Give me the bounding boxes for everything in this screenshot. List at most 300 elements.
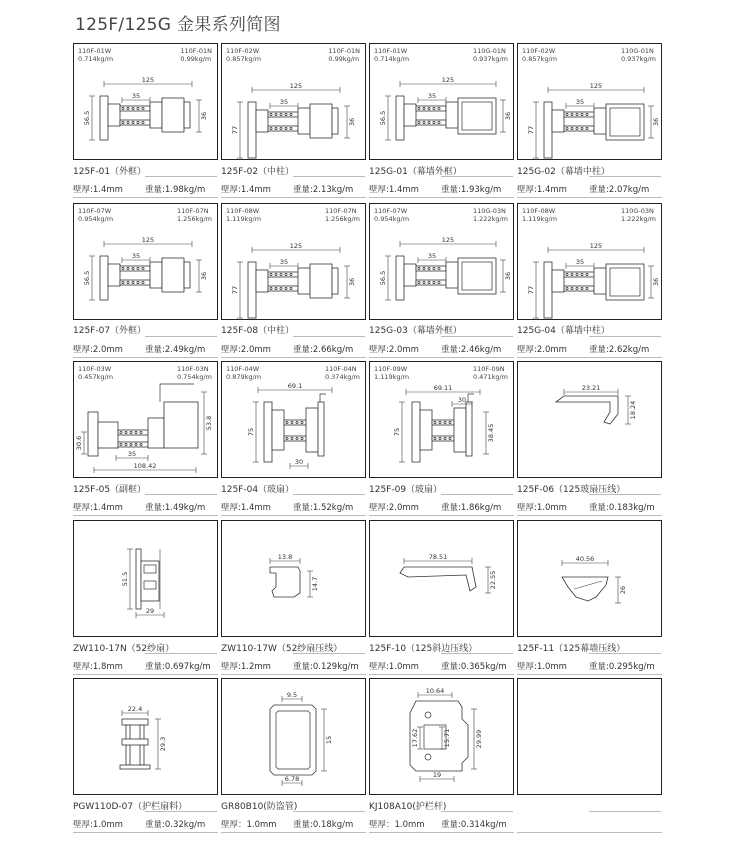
profile-unit-weight: 0.857kg/m — [522, 55, 558, 63]
profile-section — [268, 112, 298, 117]
drawing-frame — [369, 678, 514, 795]
profile-caption: 125F-04（玻扇） — [221, 485, 295, 495]
profile-unit-weight: 0.457kg/m — [78, 373, 114, 381]
profile-section — [564, 126, 594, 131]
profile-caption: 125G-03（幕墙外框） — [369, 326, 462, 336]
profile-section — [454, 408, 466, 452]
profile-code: 110F-03N — [176, 365, 209, 373]
profile-section — [88, 412, 98, 456]
weight-per-meter: 重量:0.18kg/m — [293, 820, 354, 830]
profile-code: 110F-03W — [78, 365, 112, 373]
weight-per-meter: 重量:1.86kg/m — [441, 503, 502, 513]
row-divider — [221, 357, 366, 358]
section-drawing — [518, 521, 661, 636]
profile-caption: 125F-02（中柱） — [221, 167, 295, 177]
profile-caption: 125G-02（幕墙中柱） — [517, 167, 610, 177]
row-divider — [369, 197, 514, 198]
profile-section — [606, 264, 644, 300]
section-drawing — [518, 362, 661, 477]
profile-section — [310, 264, 332, 298]
profile-section — [416, 106, 446, 111]
caption-divider — [145, 494, 217, 495]
dimension-label: 40.56 — [575, 555, 595, 563]
profile-cell — [369, 520, 514, 670]
profile-section — [420, 410, 432, 450]
dimension-label: 36 — [652, 117, 660, 127]
profile-section — [118, 430, 148, 435]
dimension-label: 30 — [294, 458, 304, 466]
wall-thickness: 壁厚:1.4mm — [517, 185, 567, 195]
row-divider — [73, 515, 218, 516]
wall-thickness: 壁厚:2.0mm — [221, 345, 271, 355]
caption-divider — [441, 494, 513, 495]
profile-unit-weight: 0.754kg/m — [176, 373, 212, 381]
dimension-label: 56.5 — [379, 110, 387, 126]
weight-per-meter: 重量:2.07kg/m — [589, 185, 650, 195]
profile-code: 110F-07N — [324, 207, 357, 215]
wall-thickness: 壁厚:1.4mm — [221, 185, 271, 195]
profile-cell — [221, 203, 366, 353]
dimension-label: 51.5 — [121, 571, 129, 587]
wall-thickness: 壁厚:1.4mm — [73, 185, 123, 195]
dimension-label: 125 — [589, 242, 603, 250]
profile-unit-weight: 0.714kg/m — [374, 55, 410, 63]
section-drawing — [222, 362, 365, 477]
drawing-frame — [369, 520, 514, 637]
weight-per-meter: 重量:1.49kg/m — [145, 503, 206, 513]
profile-section — [298, 108, 310, 134]
drawing-frame — [221, 43, 366, 160]
profile-caption: ZW110-17N（52纱扇） — [73, 644, 175, 654]
dimension-label: 29.99 — [475, 729, 483, 749]
caption-divider — [145, 653, 217, 654]
profile-section — [564, 272, 594, 277]
wall-thickness: 壁厚:1.2mm — [221, 662, 271, 672]
section-drawing — [222, 204, 365, 319]
drawing-frame — [517, 361, 662, 478]
wall-thickness: 壁厚:1.0mm — [73, 820, 123, 830]
section-drawing — [74, 521, 217, 636]
profile-code: 110F-09N — [472, 365, 505, 373]
dimension-label: 125 — [441, 236, 455, 244]
profile-section — [268, 286, 298, 291]
profile-cell — [73, 203, 218, 353]
profile-section — [120, 120, 150, 125]
profile-section — [248, 262, 256, 318]
page-title: 125F/125G 金果系列简图 — [75, 15, 281, 35]
profile-code: 110F-08W — [522, 207, 556, 215]
profile-caption: 125F-08（中柱） — [221, 326, 295, 336]
section-drawing — [74, 44, 217, 159]
dimension-label: 75 — [247, 427, 255, 437]
profile-section — [268, 126, 298, 131]
row-divider — [221, 832, 366, 833]
profile-section — [404, 264, 416, 286]
dimension-label: 35 — [127, 450, 137, 458]
dimension-label: 30.6 — [75, 435, 83, 451]
weight-per-meter: 重量:0.365kg/m — [441, 662, 507, 672]
dimension-label: 125 — [141, 76, 155, 84]
profile-code: 110F-01W — [374, 47, 408, 55]
profile-section — [150, 262, 162, 288]
dimension-label: 35 — [131, 92, 141, 100]
profile-section — [396, 96, 404, 140]
drawing-frame — [221, 678, 366, 795]
caption-divider — [589, 494, 661, 495]
dimension-label: 23.21 — [581, 384, 601, 392]
dimension-label: 125 — [289, 242, 303, 250]
profile-code: 110F-09W — [374, 365, 408, 373]
dimension-label: 22.4 — [127, 705, 143, 713]
profile-section — [606, 104, 644, 140]
row-divider — [517, 832, 662, 833]
profile-caption: GR80B10(防盗管) — [221, 802, 298, 812]
profile-section — [284, 420, 306, 425]
profile-unit-weight: 0.954kg/m — [78, 215, 114, 223]
drawing-frame — [369, 203, 514, 320]
profile-section — [100, 96, 108, 140]
dimension-label: 17.62 — [411, 728, 419, 748]
dimension-label: 56.5 — [83, 110, 91, 126]
profile-code: 110F-01W — [78, 47, 112, 55]
profile-cell — [221, 361, 366, 511]
dimension-label: 69.11 — [433, 384, 453, 392]
profile-section — [150, 102, 162, 128]
profile-code: 110F-01N — [180, 47, 212, 55]
section-drawing — [74, 204, 217, 319]
wall-thickness: 壁厚：1.0mm — [221, 820, 277, 830]
profile-section — [122, 719, 148, 725]
section-drawing — [370, 521, 513, 636]
weight-per-meter: 重量:0.129kg/m — [293, 662, 359, 672]
profile-section — [256, 110, 268, 132]
dimension-label: 56.5 — [83, 270, 91, 286]
profile-section — [594, 268, 606, 294]
profile-section — [148, 418, 164, 448]
profile-section — [332, 108, 338, 134]
profile-section — [120, 106, 150, 111]
profile-section — [248, 102, 256, 158]
wall-thickness: 壁厚:2.0mm — [73, 345, 123, 355]
profile-section — [446, 262, 458, 288]
caption-divider — [293, 811, 365, 812]
profile-section — [332, 268, 338, 294]
drawing-frame — [517, 678, 662, 795]
caption-divider — [145, 811, 217, 812]
weight-per-meter: 重量:1.52kg/m — [293, 503, 354, 513]
profile-section — [562, 577, 608, 601]
profile-section — [136, 549, 141, 609]
caption-divider — [145, 336, 217, 337]
dimension-label: 13.8 — [277, 553, 293, 561]
dimension-label: 15 — [325, 735, 333, 745]
dimension-label: 35 — [279, 98, 289, 106]
profile-section — [458, 98, 496, 134]
dimension-label: 35 — [575, 98, 585, 106]
weight-per-meter: 重量:1.98kg/m — [145, 185, 206, 195]
row-divider — [73, 674, 218, 675]
profile-cell — [73, 43, 218, 193]
row-divider — [369, 357, 514, 358]
weight-per-meter: 重量:0.183kg/m — [589, 503, 655, 513]
profile-section — [416, 280, 446, 285]
caption-divider — [441, 653, 513, 654]
profile-unit-weight: 1.222kg/m — [472, 215, 508, 223]
profile-section — [544, 102, 552, 158]
dimension-label: 35 — [427, 252, 437, 260]
row-divider — [73, 357, 218, 358]
dimension-label: 29 — [145, 607, 155, 615]
dimension-label: 69.1 — [287, 382, 303, 390]
dimension-label: 77 — [527, 125, 535, 135]
profile-section — [270, 705, 316, 775]
dimension-label: 35 — [131, 252, 141, 260]
wall-thickness: 壁厚:1.4mm — [369, 185, 419, 195]
caption-divider — [441, 336, 513, 337]
profile-code: 110F-02W — [522, 47, 556, 55]
profile-caption: 125F-10（125斜边压线） — [369, 644, 478, 654]
profile-section — [552, 270, 564, 292]
profile-code: 110G-01N — [620, 47, 654, 55]
wall-thickness: 壁厚:1.4mm — [221, 503, 271, 513]
section-drawing — [518, 44, 661, 159]
profile-code: 110F-01N — [328, 47, 360, 55]
profile-section — [164, 402, 198, 448]
section-drawing — [370, 679, 513, 794]
profile-section — [184, 102, 190, 128]
profile-cell — [517, 678, 662, 828]
profile-section — [458, 258, 496, 294]
caption-divider — [145, 176, 217, 177]
profile-code: 110G-03N — [472, 207, 506, 215]
profile-cell — [221, 43, 366, 193]
profile-section — [564, 286, 594, 291]
profile-cell — [369, 678, 514, 828]
row-divider — [73, 832, 218, 833]
profile-cell — [369, 203, 514, 353]
profile-code: 110F-02W — [226, 47, 260, 55]
dimension-label: 77 — [527, 285, 535, 295]
weight-per-meter: 重量:2.46kg/m — [441, 345, 502, 355]
section-drawing — [74, 679, 217, 794]
profile-section — [432, 436, 454, 441]
section-drawing — [74, 362, 217, 477]
profile-section — [416, 266, 446, 271]
profile-section — [552, 110, 564, 132]
profile-unit-weight: 0.857kg/m — [226, 55, 262, 63]
caption-divider — [589, 336, 661, 337]
drawing-frame — [73, 361, 218, 478]
profile-caption: 125F-07（外框） — [73, 326, 147, 336]
profile-unit-weight: 0.714kg/m — [78, 55, 114, 63]
profile-caption: 125F-01（外框） — [73, 167, 147, 177]
dimension-label: 36 — [200, 111, 208, 121]
drawing-frame — [369, 361, 514, 478]
dimension-label: 36 — [504, 111, 512, 121]
profile-section — [298, 268, 310, 294]
profile-section — [466, 402, 472, 456]
wall-thickness: 壁厚：1.0mm — [369, 820, 425, 830]
dimension-label: 14.7 — [311, 576, 319, 592]
profile-unit-weight: 0.937kg/m — [472, 55, 508, 63]
profile-cell — [517, 203, 662, 353]
profile-unit-weight: 0.879kg/m — [226, 373, 262, 381]
profile-caption: ZW110-17W（52纱扇压线） — [221, 644, 343, 654]
weight-per-meter: 重量:2.49kg/m — [145, 345, 206, 355]
profile-section — [270, 567, 300, 597]
profile-section — [564, 112, 594, 117]
profile-code: 110F-04W — [226, 365, 260, 373]
row-divider — [221, 674, 366, 675]
dimension-label: 38.45 — [487, 423, 495, 443]
caption-divider — [589, 176, 661, 177]
profile-cell — [517, 361, 662, 511]
profile-unit-weight: 1.222kg/m — [620, 215, 656, 223]
profile-section — [310, 104, 332, 138]
profile-unit-weight: 1.119kg/m — [374, 373, 410, 381]
profile-section — [556, 396, 618, 424]
caption-divider — [589, 653, 661, 654]
dimension-label: 36 — [348, 117, 356, 127]
dimension-label: 36 — [504, 271, 512, 281]
profile-caption: 125F-06（125玻扇压线） — [517, 485, 626, 495]
weight-per-meter: 重量:2.13kg/m — [293, 185, 354, 195]
dimension-label: 56.5 — [379, 270, 387, 286]
profile-section — [256, 270, 268, 292]
profile-section — [432, 420, 454, 425]
profile-section — [446, 102, 458, 128]
dimension-label: 35 — [575, 258, 585, 266]
wall-thickness: 壁厚:1.0mm — [369, 662, 419, 672]
caption-divider — [293, 494, 365, 495]
profile-section — [108, 104, 120, 126]
profile-unit-weight: 0.374kg/m — [324, 373, 360, 381]
row-divider — [221, 515, 366, 516]
profile-caption: PGW110D-07（护栏扇料） — [73, 802, 188, 812]
profile-code: 110F-07W — [374, 207, 408, 215]
profile-section — [98, 422, 118, 448]
section-drawing — [370, 204, 513, 319]
drawing-frame — [221, 203, 366, 320]
weight-per-meter: 重量:2.66kg/m — [293, 345, 354, 355]
dimension-label: 108.42 — [133, 462, 157, 470]
drawing-frame — [221, 520, 366, 637]
row-divider — [517, 197, 662, 198]
profile-unit-weight: 1.256kg/m — [324, 215, 360, 223]
dimension-label: 19 — [432, 771, 442, 779]
profile-section — [284, 436, 306, 441]
dimension-label: 6.78 — [284, 775, 300, 783]
profile-cell — [369, 361, 514, 511]
drawing-frame — [517, 43, 662, 160]
profile-cell — [73, 678, 218, 828]
profile-section — [594, 108, 606, 134]
drawing-frame — [73, 43, 218, 160]
dimension-label: 10.64 — [425, 687, 445, 695]
drawing-frame — [369, 43, 514, 160]
profile-section — [264, 402, 272, 462]
profile-code: 110G-01N — [472, 47, 506, 55]
dimension-label: 78.51 — [428, 553, 448, 561]
profile-unit-weight: 0.99kg/m — [180, 55, 212, 63]
profile-section — [100, 256, 108, 300]
drawing-frame — [73, 203, 218, 320]
weight-per-meter: 重量:0.32kg/m — [145, 820, 206, 830]
profile-unit-weight: 1.119kg/m — [226, 215, 262, 223]
section-drawing — [222, 44, 365, 159]
profile-section — [120, 266, 150, 271]
row-divider — [517, 674, 662, 675]
profile-section — [108, 264, 120, 286]
row-divider — [517, 515, 662, 516]
profile-unit-weight: 0.954kg/m — [374, 215, 410, 223]
profile-section — [416, 120, 446, 125]
profile-unit-weight: 1.119kg/m — [522, 215, 558, 223]
weight-per-meter: 重量:0.295kg/m — [589, 662, 655, 672]
caption-divider — [589, 811, 661, 812]
profile-section — [118, 442, 148, 447]
profile-section — [120, 765, 150, 769]
caption-divider — [293, 176, 365, 177]
profile-section — [272, 410, 284, 450]
profile-cell — [517, 520, 662, 670]
dimension-label: 22.55 — [489, 570, 497, 590]
caption-divider — [293, 336, 365, 337]
profile-cell — [73, 520, 218, 670]
profile-section — [162, 98, 184, 132]
dimension-label: 125 — [441, 76, 455, 84]
wall-thickness: 壁厚:2.0mm — [369, 503, 419, 513]
section-drawing — [370, 362, 513, 477]
dimension-label: 35 — [279, 258, 289, 266]
row-divider — [221, 197, 366, 198]
profile-code: 110F-08W — [226, 207, 260, 215]
wall-thickness: 壁厚:2.0mm — [517, 345, 567, 355]
dimension-label: 35 — [427, 92, 437, 100]
wall-thickness: 壁厚:2.0mm — [369, 345, 419, 355]
profile-code: 110G-03N — [620, 207, 654, 215]
dimension-label: 36 — [652, 277, 660, 287]
profile-section — [544, 262, 552, 318]
profile-cell — [73, 361, 218, 511]
drawing-frame — [517, 520, 662, 637]
dimension-label: 36 — [200, 271, 208, 281]
wall-thickness: 壁厚:1.8mm — [73, 662, 123, 672]
weight-per-meter: 重量:0.697kg/m — [145, 662, 211, 672]
profile-caption: 125F-11（125幕墙压线） — [517, 644, 626, 654]
profile-caption: 125F-05（副框） — [73, 485, 147, 495]
profile-section — [162, 258, 184, 292]
dimension-label: 36 — [348, 277, 356, 287]
profile-section — [404, 104, 416, 126]
row-divider — [369, 674, 514, 675]
profile-code: 110F-07N — [176, 207, 209, 215]
profile-section — [268, 272, 298, 277]
profile-code: 110F-07W — [78, 207, 112, 215]
dimension-label: 15.71 — [443, 728, 451, 748]
drawing-frame — [73, 520, 218, 637]
profile-section — [122, 739, 148, 745]
profile-section — [184, 262, 190, 288]
dimension-label: 18.24 — [629, 400, 637, 420]
dimension-label: 125 — [589, 82, 603, 90]
profile-unit-weight: 1.256kg/m — [176, 215, 212, 223]
drawing-frame — [73, 678, 218, 795]
caption-divider — [441, 176, 513, 177]
row-divider — [369, 832, 514, 833]
wall-thickness: 壁厚:1.0mm — [517, 662, 567, 672]
weight-per-meter: 重量:2.62kg/m — [589, 345, 650, 355]
